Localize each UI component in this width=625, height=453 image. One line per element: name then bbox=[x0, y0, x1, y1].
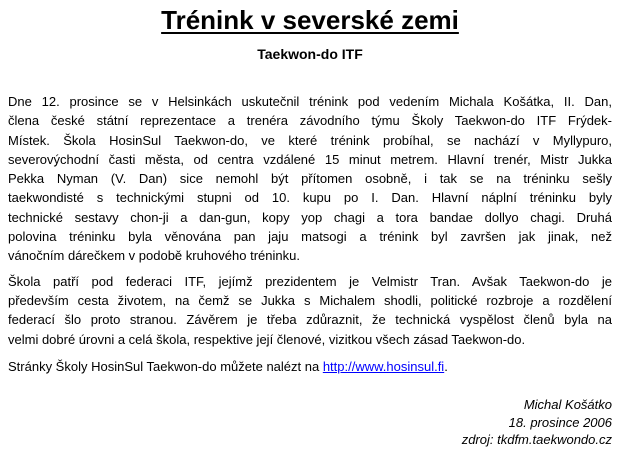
paragraph-2-line: Škola patří pod federaci ITF, jejímž prezidentem je Velmistr Tran. Avšak Taekwon-do je bbox=[8, 273, 612, 289]
paragraph-1-line: taekwondisté s technickými stupni od 10. kupu po I. Dan. Hlavní náplní tréninku byly bbox=[8, 190, 612, 206]
page-title: Trénink v severské zemi bbox=[161, 5, 459, 35]
paragraph-1-line: Dne 12. prosince se v Helsinkách uskutečnil trénink pod vedením Michala Košátka, II. Dan, bbox=[8, 94, 612, 109]
paragraph-3 bbox=[8, 357, 612, 376]
paragraph-1-line: vánočním dárečkem v podobě kruhového tréninku. bbox=[8, 248, 300, 264]
paragraph-2-line: federací šlo proto stranou. Závěrem je třeba zdůraznit, že technická vyspělost členů byla na bbox=[8, 312, 612, 328]
link-line-suffix: . bbox=[444, 358, 448, 374]
paragraph-2-line: velmi dobré úrovni a celá škola, respektive její členové, vizitkou všech zásad Taekwon-do. bbox=[8, 331, 526, 347]
paragraph-1-line: Pekka Nyman (V. Dan) sice nemohl být přítomen osobně, i tak se na tréninku sešly bbox=[8, 171, 612, 187]
paragraph-1-line: technické sestavy chon-ji a dan-gun, kopy yop chagi a tora bandae dollyo chagi. Druhá bbox=[8, 209, 612, 225]
paragraph-2 bbox=[8, 272, 612, 349]
paragraph-2-line: především cesta životem, na čemž se Jukka s Michalem shodli, politické rozbroje a rozdělení bbox=[8, 292, 612, 308]
signature-source: zdroj: tkdfm.taekwondo.cz bbox=[461, 432, 612, 448]
paragraph-1-line: člena české státní reprezentace a trenéra závodního týmu Školy Taekwon-do ITF Frýdek- bbox=[8, 113, 612, 129]
hosinsul-link[interactable]: http://www.hosinsul.fi bbox=[322, 358, 445, 374]
signature-date: 18. prosince 2006 bbox=[508, 414, 612, 430]
signature-block bbox=[8, 396, 612, 449]
signature-author: Michal Košátko bbox=[523, 397, 612, 413]
paragraph-1 bbox=[8, 92, 612, 266]
paragraph-1-line: severovýchodní časti města, od centra vzdálené 15 minut metrem. Hlavní trenér, Mistr Jukka bbox=[8, 151, 612, 167]
paragraph-1-line: Místek. Škola HosinSul Taekwon-do, ve které trénink probíhal, se nachází v Myllypuro, bbox=[8, 132, 612, 148]
page-subtitle: Taekwon-do ITF bbox=[257, 46, 363, 62]
paragraph-1-line: polovina tréninku byla věnována pan jaju matsogi a trénink byl završen jak jinak, než bbox=[8, 229, 612, 245]
link-line-prefix: Stránky Školy HosinSul Taekwon-do můžete nalézt na bbox=[8, 358, 323, 374]
